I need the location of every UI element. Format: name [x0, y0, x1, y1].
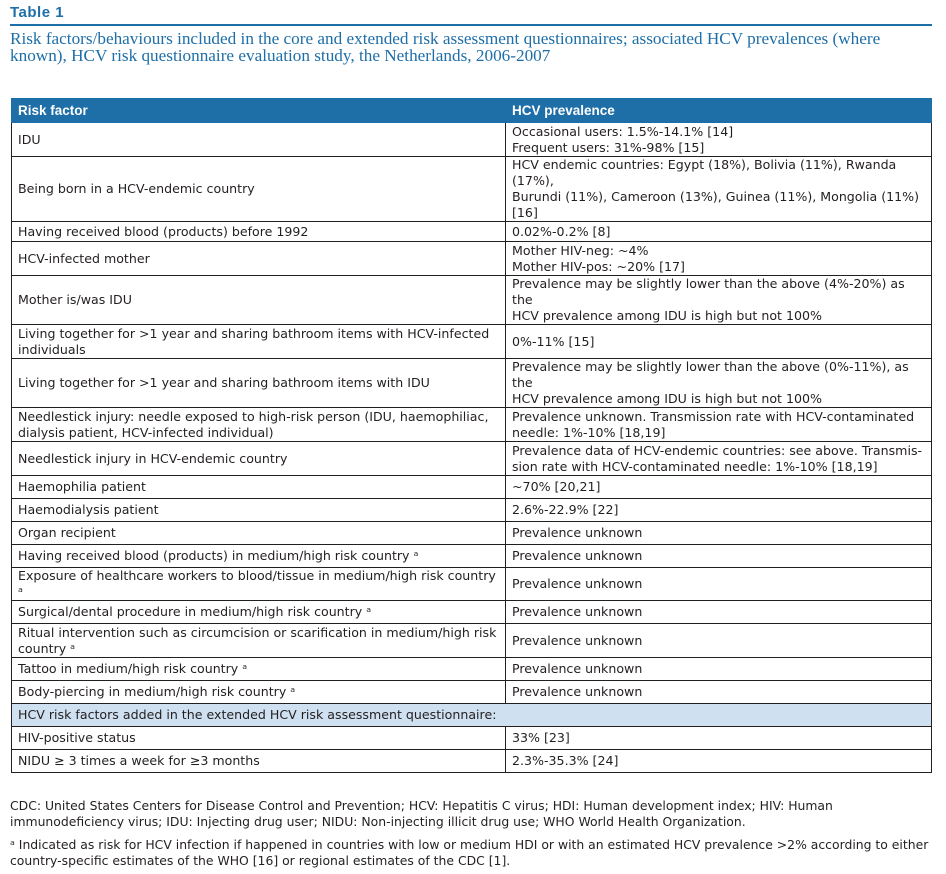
extended-rows — [12, 727, 932, 773]
risk-factor-cell: NIDU ≥ 3 times a week for ≥3 months — [12, 750, 506, 773]
risk-factor-cell: Exposure of healthcare workers to blood/tissue in medium/high risk country ᵃ — [12, 568, 506, 601]
risk-factor-cell: Living together for >1 year and sharing bathroom items with HCV-infected individuals — [12, 325, 506, 359]
table-header-row — [12, 99, 932, 123]
risk-factor-cell: Surgical/dental procedure in medium/high risk country ᵃ — [12, 601, 506, 624]
hcv-prevalence-cell: Prevalence unknown — [506, 601, 932, 624]
table-row — [12, 276, 932, 325]
risk-factor-cell: Living together for >1 year and sharing bathroom items with IDU — [12, 359, 506, 408]
hcv-prevalence-cell: Mother HIV-neg: ~4% Mother HIV-pos: ~20% [17] — [506, 242, 932, 276]
hcv-prevalence-cell: Prevalence unknown — [506, 522, 932, 545]
hcv-prevalence-cell: ~70% [20,21] — [506, 476, 932, 499]
table-row — [12, 242, 932, 276]
hcv-prevalence-cell: 0.02%-0.2% [8] — [506, 222, 932, 242]
hcv-prevalence-cell: Prevalence data of HCV-endemic countries: see above. Transmis- sion rate with HCV-contaminated needle: 1%-10% [18,19] — [506, 442, 932, 476]
risk-factor-cell: Needlestick injury: needle exposed to high-risk person (IDU, haemophiliac, dialysis patient, HCV-infected individual) — [12, 408, 506, 442]
table-row — [12, 359, 932, 408]
table-row — [12, 568, 932, 601]
risk-factor-cell: Having received blood (products) in medium/high risk country ᵃ — [12, 545, 506, 568]
table-row — [12, 222, 932, 242]
hcv-prevalence-cell: Prevalence unknown — [506, 568, 932, 601]
risk-factor-table — [11, 98, 932, 773]
risk-factor-cell: HIV-positive status — [12, 727, 506, 750]
risk-factor-cell: IDU — [12, 123, 506, 157]
table-row — [12, 601, 932, 624]
table-row — [12, 545, 932, 568]
risk-factor-cell: Organ recipient — [12, 522, 506, 545]
column-header-risk-factor: Risk factor — [12, 99, 506, 123]
column-header-hcv-prevalence: HCV prevalence — [506, 99, 932, 123]
hcv-prevalence-cell: Prevalence unknown — [506, 624, 932, 658]
risk-factor-cell: Haemophilia patient — [12, 476, 506, 499]
section-band-row — [12, 704, 932, 727]
title-rule — [10, 24, 932, 26]
hcv-prevalence-cell: Prevalence may be slightly lower than the above (4%-20%) as the HCV prevalence among IDU is high but not 100% — [506, 276, 932, 325]
table-row — [12, 727, 932, 750]
risk-factor-cell: Mother is/was IDU — [12, 276, 506, 325]
hcv-prevalence-cell: Prevalence unknown — [506, 658, 932, 681]
risk-factor-cell: HCV-infected mother — [12, 242, 506, 276]
abbreviations-note: CDC: United States Centers for Disease Control and Prevention; HCV: Hepatitis C virus; HDI: Human development index; HIV: Human immunodeficiency virus; IDU: Injecting drug user; NIDU: Non-injecting illicit drug use; WHO World Health Organization. — [10, 798, 833, 829]
hcv-prevalence-cell: 33% [23] — [506, 727, 932, 750]
risk-factor-cell: Tattoo in medium/high risk country ᵃ — [12, 658, 506, 681]
hcv-prevalence-cell: 0%-11% [15] — [506, 325, 932, 359]
risk-factor-cell: Haemodialysis patient — [12, 499, 506, 522]
extended-section — [12, 704, 932, 727]
hcv-prevalence-cell: Prevalence may be slightly lower than the above (0%-11%), as the HCV prevalence among IDU is high but not 100% — [506, 359, 932, 408]
section-label: HCV risk factors added in the extended HCV risk assessment questionnaire: — [12, 704, 932, 727]
risk-factor-cell: Needlestick injury in HCV-endemic country — [12, 442, 506, 476]
risk-factor-cell: Ritual intervention such as circumcision or scarification in medium/high risk country ᵃ — [12, 624, 506, 658]
hcv-prevalence-cell: Occasional users: 1.5%-14.1% [14] Frequent users: 31%-98% [15] — [506, 123, 932, 157]
hcv-prevalence-cell: 2.3%-35.3% [24] — [506, 750, 932, 773]
table-row — [12, 750, 932, 773]
table-row — [12, 658, 932, 681]
hcv-prevalence-cell: Prevalence unknown — [506, 545, 932, 568]
table-row — [12, 522, 932, 545]
hcv-prevalence-cell: Prevalence unknown. Transmission rate with HCV-contaminated needle: 1%-10% [18,19] — [506, 408, 932, 442]
table-label: Table 1 — [10, 4, 65, 21]
table-row — [12, 476, 932, 499]
risk-factor-cell: Body-piercing in medium/high risk country ᵃ — [12, 681, 506, 704]
table-row — [12, 442, 932, 476]
hcv-prevalence-cell: HCV endemic countries: Egypt (18%), Bolivia (11%), Rwanda (17%), Burundi (11%), Cameroon (13%), Guinea (11%), Mongolia (11%) [16] — [506, 157, 932, 222]
table-caption: Risk factors/behaviours included in the core and extended risk assessment questionnaires; associated HCV prevalences (where known), HCV risk questionnaire evaluation study, the Netherlands, 2006-2007 — [10, 29, 881, 65]
core-rows — [12, 123, 932, 704]
table-row — [12, 325, 932, 359]
hcv-prevalence-cell: Prevalence unknown — [506, 681, 932, 704]
table-row — [12, 123, 932, 157]
table-row — [12, 408, 932, 442]
hcv-prevalence-cell: 2.6%-22.9% [22] — [506, 499, 932, 522]
table-row — [12, 499, 932, 522]
footnote-a: ᵃ Indicated as risk for HCV infection if happened in countries with low or medium HDI or with an estimated HCV prevalence >2% according to either country-specific estimates of the WHO [16] or regional estimates of the CDC [1]. — [10, 837, 929, 868]
table-row — [12, 157, 932, 222]
risk-factor-cell: Being born in a HCV-endemic country — [12, 157, 506, 222]
risk-factor-cell: Having received blood (products) before 1992 — [12, 222, 506, 242]
table-row — [12, 681, 932, 704]
table-row — [12, 624, 932, 658]
